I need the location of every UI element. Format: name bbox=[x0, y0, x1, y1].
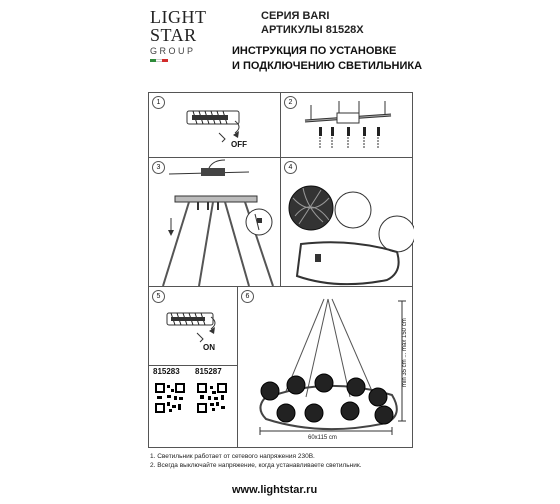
logo-line-star: STAR bbox=[150, 25, 197, 45]
step-number-2: 2 bbox=[284, 96, 297, 109]
instruction-title bbox=[232, 44, 422, 74]
brand-logo bbox=[150, 8, 212, 76]
step-number-1: 1 bbox=[152, 96, 165, 109]
off-label: OFF bbox=[231, 140, 247, 149]
step-2-panel bbox=[280, 92, 413, 158]
step-number-4: 4 bbox=[284, 161, 297, 174]
logo-line-group: GROUP bbox=[150, 46, 196, 56]
mounting-bracket-illustration bbox=[281, 93, 414, 159]
step-number-5: 5 bbox=[152, 290, 165, 303]
article-number-2: 815287 bbox=[195, 367, 222, 376]
step-number-6: 6 bbox=[241, 290, 254, 303]
article-number-1: 815283 bbox=[153, 367, 180, 376]
articles-panel bbox=[148, 365, 238, 448]
logo-line-light: LIGHT bbox=[150, 7, 207, 27]
height-dimension-label: min 35 cm ... max 150 cm bbox=[402, 318, 408, 387]
website-url: www.lightstar.ru bbox=[232, 484, 318, 496]
step-6-panel bbox=[237, 286, 413, 448]
step-4-panel bbox=[280, 157, 413, 287]
step-number-3: 3 bbox=[152, 161, 165, 174]
qr-code-icon bbox=[197, 383, 227, 413]
step-1-panel bbox=[148, 92, 281, 158]
articles-title: АРТИКУЛЫ 81528X bbox=[261, 24, 364, 36]
safety-notes bbox=[150, 452, 362, 470]
instruction-line-1: ИНСТРУКЦИЯ ПО УСТАНОВКЕ bbox=[232, 45, 397, 57]
switch-on-illustration bbox=[149, 287, 239, 367]
shade-installation-illustration bbox=[281, 158, 414, 288]
note-1: 1. Светильник работает от сетевого напряжения 230В. bbox=[150, 453, 315, 460]
series-block bbox=[261, 9, 364, 37]
qr-code-icon bbox=[155, 383, 185, 413]
step-5-panel bbox=[148, 286, 238, 366]
note-2: 2. Всегда выключайте напряжение, когда устанавливаете светильник. bbox=[150, 462, 362, 469]
instruction-line-2: И ПОДКЛЮЧЕНИЮ СВЕТИЛЬНИКА bbox=[232, 60, 423, 72]
italian-flag-icon bbox=[150, 59, 168, 62]
on-label: ON bbox=[203, 343, 215, 352]
step-3-panel bbox=[148, 157, 281, 287]
chandelier-dimensions-illustration bbox=[238, 287, 414, 449]
width-dimension-label: 60x115 cm bbox=[308, 435, 337, 441]
series-title: СЕРИЯ BARI bbox=[261, 10, 330, 22]
instruction-grid bbox=[148, 92, 413, 448]
switch-off-illustration bbox=[149, 93, 282, 159]
wiring-illustration bbox=[149, 158, 282, 288]
